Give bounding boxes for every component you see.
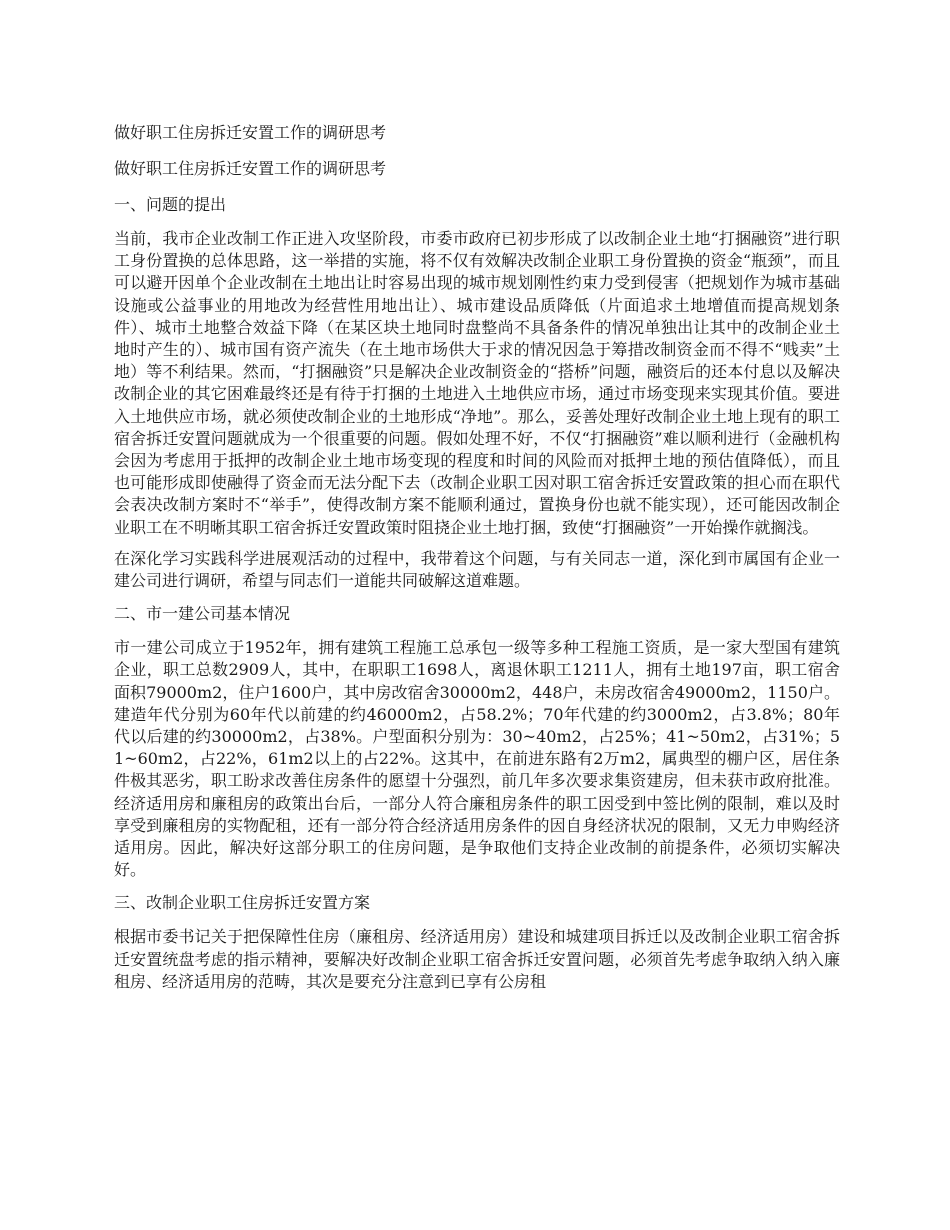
paragraph: 市一建公司成立于1952年，拥有建筑工程施工总承包一级等多种工程施工资质，是一家大型国有建筑企业，职工总数2909人，其中，在职职工1698人，离退休职工1211人，拥有土地197亩，职工宿舍面积79000m2，住户1600户，其中房改宿舍30000m2，448户，未房改宿舍49000m2，1150户。建造年代分别为60年代以前建的约46000m2，占58.2%；70年代建的约3000m2，占3.8%；80年代以后建的约30000m2，占38%。户型面积分别为：30~40m2，占25%；41~50m2，占31%；51~60m2，占22%，61m2以上的占22%。这其中，在前进东路有2万m2，属典型的棚户区，居住条件极其恶劣，职工盼求改善住房条件的愿望十分强烈，前几年多次要求集资建房，但未获市政府批准。经济适用房和廉租房的政策出台后，一部分人符合廉租房条件的职工因受到中签比例的限制，难以及时享受到廉租房的实物配租，还有一部分符合经济适用房条件的因自身经济状况的限制，又无力申购经济适用房。因此，解决好这部分职工的住房问题，是争取他们支持企业改制的前提条件，必须切实解决好。 <box>114 638 840 880</box>
section-heading: 一、问题的提出 <box>114 195 227 214</box>
paragraph: 根据市委书记关于把保障性住房（廉租房、经济适用房）建设和城建项目拆迁以及改制企业职工宿舍拆迁安置统盘考虑的指示精神，要解决好改制企业职工宿舍拆迁安置问题，必须首先考虑争取纳入纳入廉租房、经济适用房的范畴，其次是要充分注意到已享有公房租 <box>114 927 840 991</box>
paragraph: 当前，我市企业改制工作正进入攻坚阶段，市委市政府已初步形成了以改制企业土地“打捆融资”进行职工身份置换的总体思路，这一举措的实施，将不仅有效解决改制企业职工身份置换的资金“瓶颈”，而且可以避开因单个企业改制在土地出让时容易出现的城市规划刚性约束力受到侵害（把规划作为城市基础设施或公益事业的用地改为经营性用地出让）、城市建设品质降低（片面追求土地增值而提高规划条件）、城市土地整合效益下降（在某区块土地同时盘整尚不具备条件的情况单独出让其中的改制企业土地时产生的）、城市国有资产流失（在土地市场供大于求的情况因急于筹措改制资金而不得不“贱卖”土地）等不利结果。然而，“打捆融资”只是解决企业改制资金的“搭桥”问题，融资后的还本付息以及解决改制企业的其它困难最终还是有待于打捆的土地进入土地供应市场，通过市场变现来实现其价值。要进入土地供应市场，就必须使改制企业的土地形成“净地”。那么，妥善处理好改制企业土地上现有的职工宿舍拆迁安置问题就成为一个很重要的问题。假如处理不好，不仅“打捆融资”难以顺利进行（金融机构会因为考虑用于抵押的改制企业土地市场变现的程度和时间的风险而对抵押土地的预估值降低），而且也可能形成即使融得了资金而无法分配下去（改制企业职工因对职工宿舍拆迁安置政策的担心而在职代会表决改制方案时不“举手”，使得改制方案不能顺利通过，置换身份也就不能实现），还可能因改制企业职工在不明晰其职工宿舍拆迁安置政策时阻挠企业土地打捆，致使“打捆融资”一开始操作就搁浅。 <box>114 229 840 537</box>
paragraph: 在深化学习实践科学进展观活动的过程中，我带着这个问题，与有关同志一道，深化到市属国有企业一建公司进行调研，希望与同志们一道能共同破解这道难题。 <box>114 548 840 591</box>
section-heading: 三、改制企业职工住房拆迁安置方案 <box>114 893 371 913</box>
section-heading: 二、市一建公司基本情况 <box>114 604 291 624</box>
document-page <box>114 120 840 1002</box>
document-subtitle: 做好职工住房拆迁安置工作的调研思考 <box>114 159 387 178</box>
document-title: 做好职工住房拆迁安置工作的调研思考 <box>114 123 387 142</box>
